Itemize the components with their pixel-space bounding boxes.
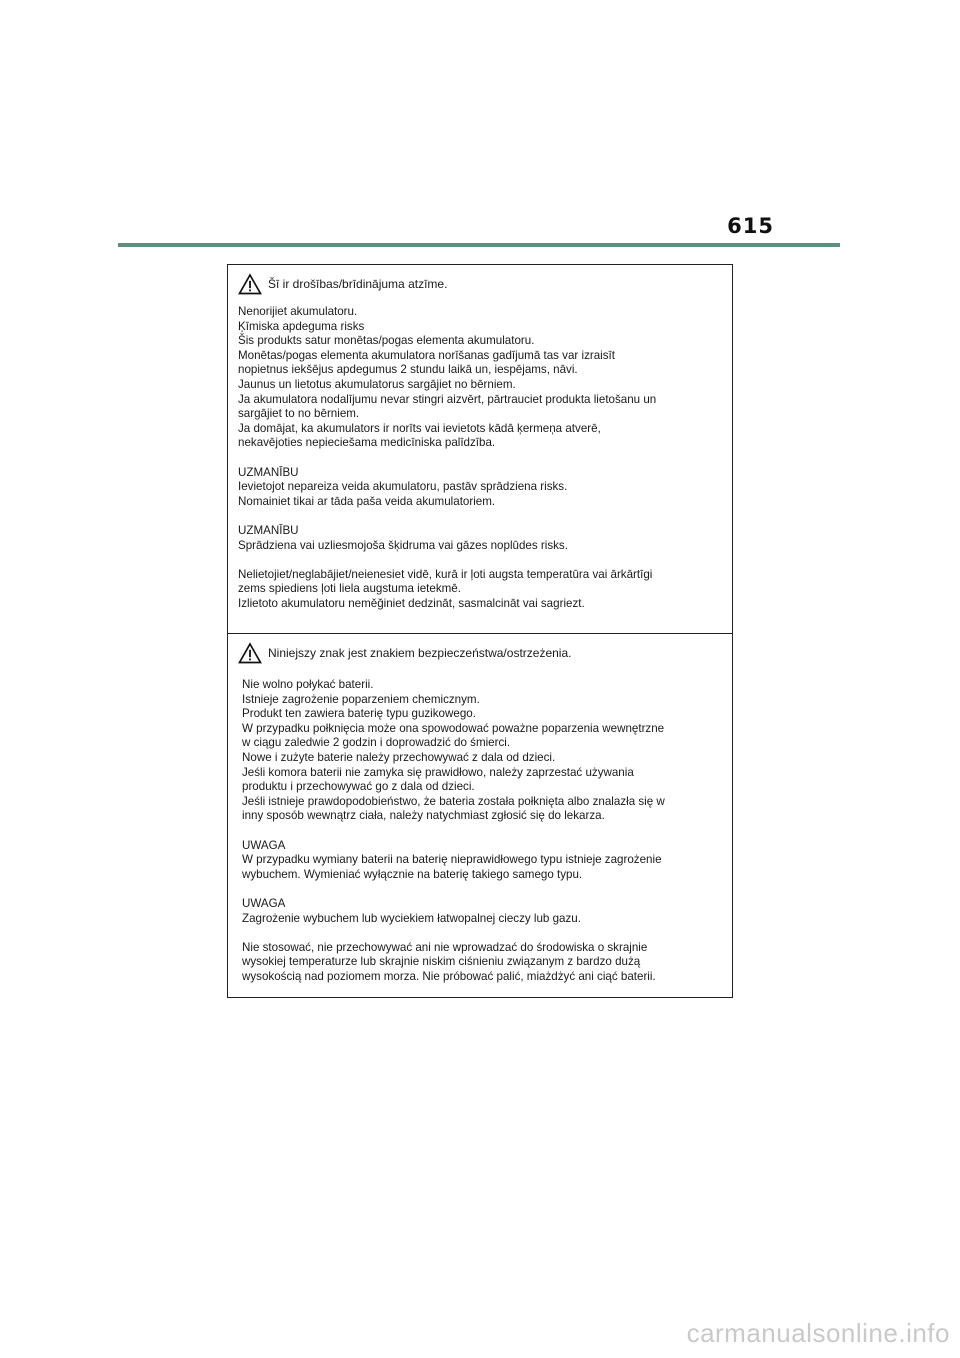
text-line: Nie wolno połykać baterii. — [242, 678, 374, 691]
environment-paragraph — [238, 941, 724, 985]
warning-paragraph — [238, 305, 724, 451]
text-line: W przypadku wymiany baterii na baterię nieprawidłowego typu istnieje zagrożenie — [242, 853, 662, 867]
text-line: Ievietojot nepareiza veida akumulatoru, pastāv sprādziena risks. — [238, 480, 568, 494]
text-line: w ciągu zaledwie 2 godzin i doprowadzić do śmierci. — [242, 736, 511, 750]
caution-paragraph — [238, 524, 724, 553]
caution-paragraph — [238, 466, 724, 510]
warning-triangle-icon — [238, 273, 262, 295]
text-line: UZMANĪBU — [238, 523, 299, 537]
header-rule — [118, 243, 840, 247]
text-line: Nowe i zużyte baterie należy przechowywać z dala od dzieci. — [242, 750, 556, 764]
text-line: Produkt ten zawiera baterię typu guzikowego. — [242, 707, 476, 721]
text-line: nekavējoties nepieciešama medicīniska palīdzība. — [238, 436, 496, 450]
text-line: UWAGA — [242, 896, 286, 910]
caution-paragraph — [238, 897, 724, 926]
text-line: Sprādziena vai uzliesmojoša šķidruma vai gāzes noplūdes risks. — [238, 538, 568, 552]
text-line: produktu i przechowywać go z dala od dzieci. — [242, 780, 475, 794]
safety-symbol-text: Šī ir drošības/brīdinājuma atzīme. — [268, 276, 448, 291]
polish-warning-section — [228, 633, 732, 997]
caution-paragraph — [238, 839, 724, 883]
safety-symbol-row — [238, 642, 724, 664]
text-line: Nelietojiet/neglabājiet/neienesiet vidē, kurā ir ļoti augsta temperatūra vai ārkārtīgi — [238, 567, 653, 581]
text-line: W przypadku połknięcia może ona spowodować poważne poparzenia wewnętrzne — [242, 721, 665, 735]
text-line: inny sposób wewnątrz ciała, należy natychmiast zgłosić się do lekarza. — [242, 809, 605, 823]
text-line: Ja akumulatora nodalījumu nevar stingri aizvērt, pārtrauciet produkta lietošanu un — [238, 392, 657, 406]
text-line: UWAGA — [242, 838, 286, 852]
warning-triangle-icon — [238, 642, 262, 664]
text-line: Jeśli komora baterii nie zamyka się prawidłowo, należy zaprzestać używania — [242, 765, 634, 779]
environment-paragraph — [238, 568, 724, 612]
warning-paragraph — [238, 678, 724, 824]
text-line: Šis produkts satur monētas/pogas elementa akumulatoru. — [238, 334, 535, 348]
safety-symbol-text: Niniejszy znak jest znakiem bezpieczeństwa/ostrzeżenia. — [268, 645, 572, 660]
text-line: Monētas/pogas elementa akumulatora norīšanas gadījumā tas var izraisīt — [238, 348, 615, 362]
text-line: Nie stosować, nie przechowywać ani nie wprowadzać do środowiska o skrajnie — [242, 940, 648, 954]
text-line: zems spiediens ļoti liela augstuma ietekmē. — [238, 582, 461, 596]
text-line: Izlietoto akumulatoru neměğiniet dedzināt, sasmalcināt vai sagriezt. — [238, 596, 585, 610]
page-number: 615 — [727, 214, 774, 238]
text-line: Zagrożenie wybuchem lub wyciekiem łatwopalnej cieczy lub gazu. — [242, 911, 581, 925]
text-line: Jeśli istnieje prawdopodobieństwo, że bateria została połknięta albo znalazła się w — [242, 794, 665, 808]
text-line: wybuchem. Wymieniać wyłącznie na baterię takiego samego typu. — [242, 867, 583, 881]
text-line: Ķīmiska apdeguma risks — [238, 319, 365, 333]
text-line: wysokiej temperaturze lub skrajnie niskim ciśnieniu związanym z bardzo dużą — [242, 955, 641, 969]
text-line: Nenorijiet akumulatoru. — [238, 305, 358, 318]
site-watermark: carmanualsonline.info — [686, 1318, 950, 1348]
text-line: nopietnus iekšējus apdegumus 2 stundu laikā un, iespējams, nāvi. — [238, 363, 578, 377]
text-line: Nomainiet tikai ar tāda paša veida akumulatoriem. — [238, 494, 496, 508]
battery-warning-box — [227, 264, 733, 998]
text-line: Ja domājat, ka akumulators ir norīts vai ievietots kādā ķermeņa atverē, — [238, 421, 601, 435]
text-line: Jaunus un lietotus akumulatorus sargājiet no bērniem. — [238, 377, 516, 391]
text-line: Istnieje zagrożenie poparzeniem chemicznym. — [242, 692, 480, 706]
text-line: wysokością nad poziomem morza. Nie próbować palić, miażdżyć ani ciąć baterii. — [242, 969, 656, 983]
latvian-warning-section — [228, 265, 732, 633]
text-line: UZMANĪBU — [238, 465, 299, 479]
text-line: sargājiet to no bērniem. — [238, 407, 360, 421]
safety-symbol-row — [238, 273, 724, 295]
